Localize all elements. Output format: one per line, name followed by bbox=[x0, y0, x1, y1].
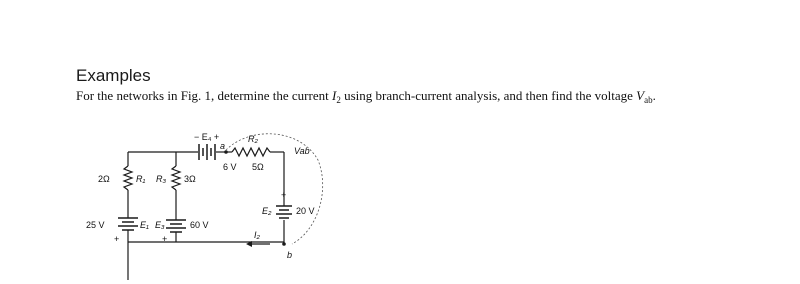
battery-e3 bbox=[166, 220, 186, 232]
resistor-r2 bbox=[232, 148, 270, 156]
problem-text-2: using branch-current analysis, and then find the voltage bbox=[340, 88, 637, 103]
r3-value-label: 3Ω bbox=[184, 174, 196, 184]
v20-label: 20 V bbox=[296, 206, 315, 216]
v6-label: 6 V bbox=[223, 162, 237, 172]
problem-text-1: For the networks in Fig. 1, determine the current bbox=[76, 88, 332, 103]
node-b-label: b bbox=[287, 250, 293, 260]
voltage-subscript: ab bbox=[644, 95, 653, 105]
e3-label: E₃ bbox=[155, 220, 165, 230]
battery-e2 bbox=[276, 206, 292, 218]
node-a-label: a bbox=[220, 141, 226, 151]
r2-label: R₂ bbox=[248, 134, 258, 144]
battery-e4 bbox=[199, 144, 215, 160]
current-subscript: 2 bbox=[336, 95, 341, 105]
node-b-dot bbox=[282, 242, 286, 246]
e2-plus-label: + bbox=[281, 190, 287, 200]
r3-label: R₃ bbox=[156, 174, 167, 184]
e1-label: E₁ bbox=[140, 220, 149, 230]
r1-value-label: 2Ω bbox=[98, 174, 110, 184]
voltage-symbol: V bbox=[636, 88, 645, 103]
resistor-r3 bbox=[172, 166, 180, 190]
v25-label: 25 V bbox=[86, 220, 105, 230]
vab-label: Vab bbox=[294, 146, 310, 156]
v60-label: 60 V bbox=[190, 220, 209, 230]
e2-label: E₂ bbox=[262, 206, 272, 216]
e4-label: − E₄ + bbox=[194, 132, 220, 142]
r1-label: R₁ bbox=[136, 174, 146, 184]
battery-e1 bbox=[118, 218, 138, 230]
e3-plus-label: + bbox=[162, 234, 168, 244]
i2-label: I₂ bbox=[254, 230, 260, 240]
resistor-r1 bbox=[124, 166, 132, 190]
heading: Examples bbox=[76, 66, 151, 85]
r2-value-label: 5Ω bbox=[252, 162, 264, 172]
e1-plus-label: + bbox=[114, 234, 120, 244]
current-symbol: I bbox=[331, 88, 337, 103]
problem-text-3: . bbox=[652, 88, 656, 103]
